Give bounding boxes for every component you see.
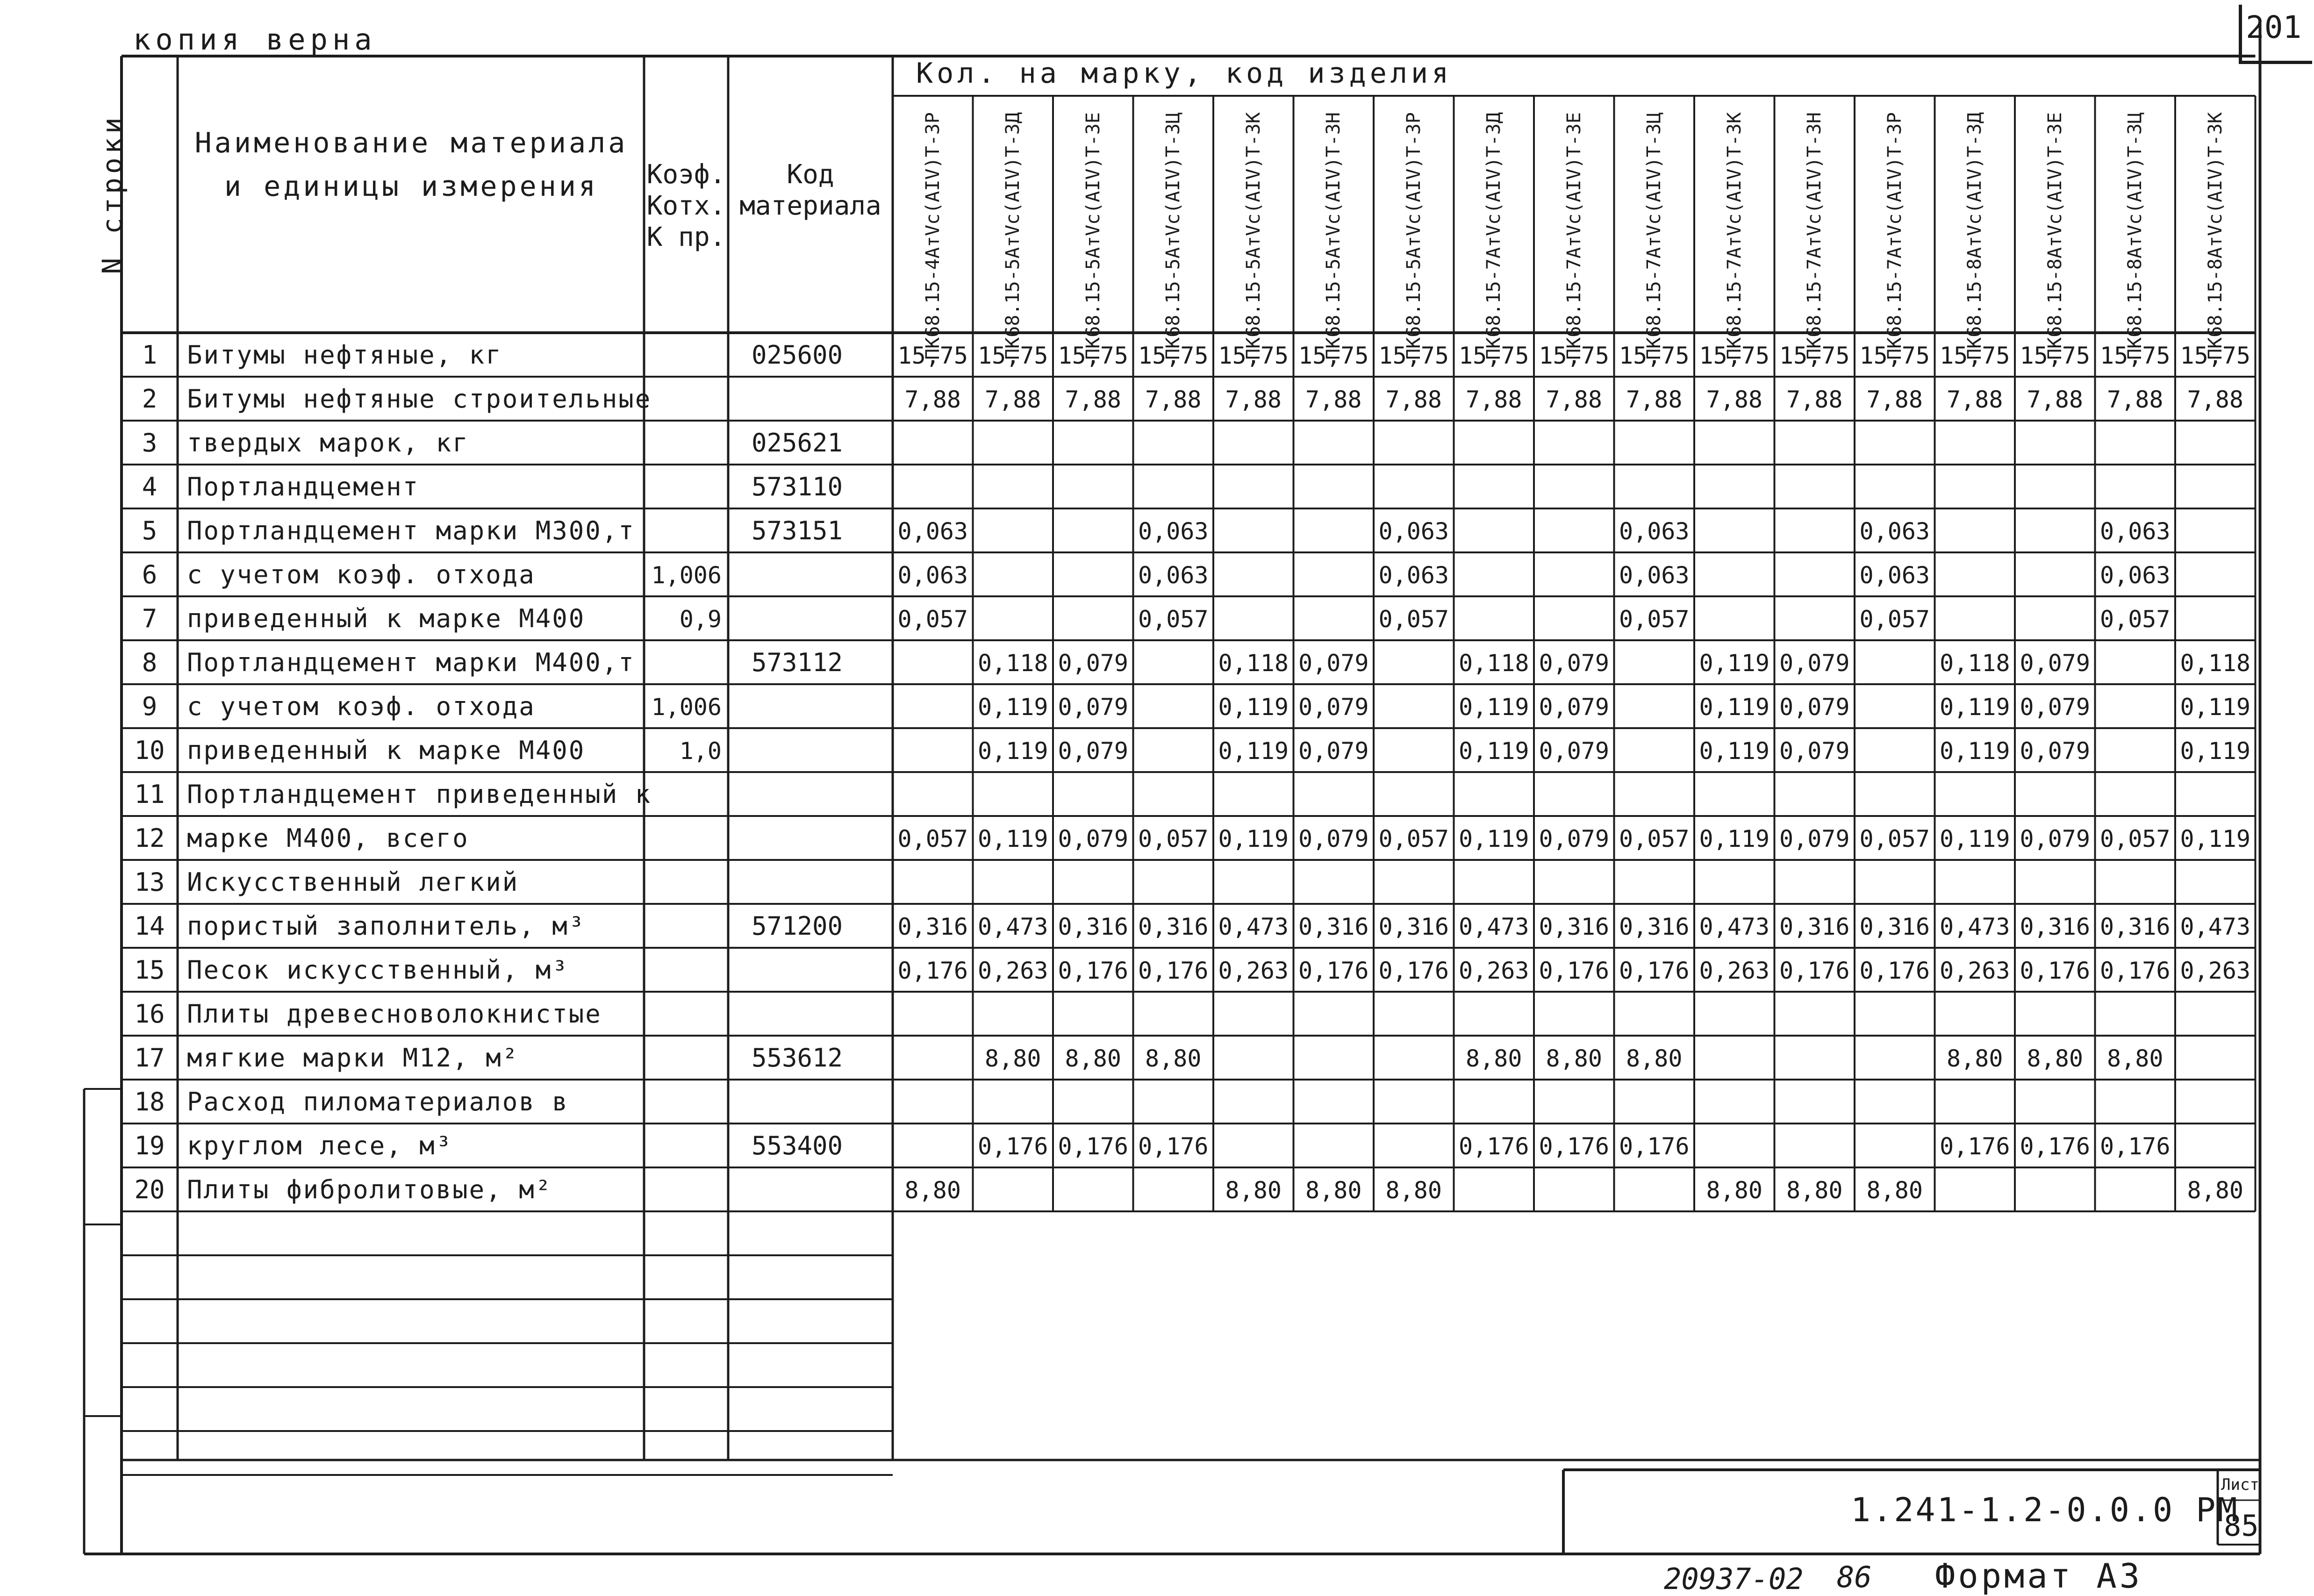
quantity-cell: 8,80 xyxy=(1225,1177,1282,1204)
row-number: 18 xyxy=(134,1087,165,1116)
product-column-header xyxy=(1534,96,1614,376)
quantity-cell: 0,057 xyxy=(1619,606,1690,633)
product-code-label: ПК68.15-7АтVс(АIV)Т-3Ц xyxy=(1643,112,1665,360)
header-row-number xyxy=(84,56,140,332)
row-number: 17 xyxy=(134,1043,165,1073)
material-name: Битумы нефтяные строительные xyxy=(187,384,652,414)
quantity-cell: 0,079 xyxy=(2020,694,2090,721)
quantity-cell: 0,118 xyxy=(1939,650,2010,677)
product-code-label: ПК68.15-8АтVс(АIV)Т-3Ц xyxy=(2124,112,2146,360)
quantity-cell: 0,119 xyxy=(977,694,1048,721)
quantity-cell: 7,88 xyxy=(1546,386,1602,413)
material-code: 573151 xyxy=(752,516,843,545)
quantity-cell: 0,176 xyxy=(1859,957,1930,984)
quantity-cell: 0,316 xyxy=(1298,913,1369,940)
product-column-header xyxy=(1855,96,1934,376)
product-column-header xyxy=(1614,96,1694,376)
quantity-cell: 0,063 xyxy=(1378,562,1449,589)
quantity-cell: 0,079 xyxy=(1539,825,1609,852)
quantity-cell: 0,119 xyxy=(1458,737,1529,765)
quantity-cell: 7,88 xyxy=(985,386,1041,413)
material-name: Портландцемент xyxy=(187,472,420,501)
quantity-cell: 7,88 xyxy=(1786,386,1843,413)
quantity-cell: 0,079 xyxy=(1058,650,1128,677)
row-number: 2 xyxy=(142,384,158,414)
quantity-cell: 15,75 xyxy=(2020,342,2090,369)
material-name: приведенный к марке М400 xyxy=(187,604,586,633)
quantity-cell: 0,119 xyxy=(1939,694,2010,721)
header-coefficient-line1: Коэф. xyxy=(646,159,726,190)
quantity-cell: 0,119 xyxy=(2180,737,2250,765)
coefficient-value: 1,006 xyxy=(651,562,722,589)
material-name: Искусственный легкий xyxy=(187,867,519,897)
quantity-cell: 0,063 xyxy=(1138,518,1209,545)
product-code-label: ПК68.15-5АтVс(АIV)Т-3Ц xyxy=(1162,112,1184,360)
sheet-label: Лист xyxy=(2221,1475,2259,1494)
product-column-header xyxy=(1213,96,1293,376)
quantity-cell: 0,316 xyxy=(1779,913,1850,940)
product-column-header xyxy=(1935,96,2015,376)
quantity-cell: 0,079 xyxy=(1058,694,1128,721)
material-name: приведенный к марке М400 xyxy=(187,736,586,765)
quantity-cell: 0,057 xyxy=(1138,825,1209,852)
footer-format: Формат А3 xyxy=(1935,1556,2143,1596)
quantity-cell: 15,75 xyxy=(1378,342,1449,369)
material-name: круглом лесе, м³ xyxy=(187,1131,453,1160)
quantity-cell: 7,88 xyxy=(1466,386,1522,413)
quantity-cell: 0,176 xyxy=(2099,1133,2171,1160)
quantity-cell: 0,063 xyxy=(1859,562,1930,589)
quantity-cell: 0,119 xyxy=(1939,825,2010,852)
row-number: 4 xyxy=(142,472,158,501)
product-code-label: ПК68.15-5АтVс(АIV)Т-3Р xyxy=(1403,112,1425,360)
quantity-cell: 0,079 xyxy=(1298,694,1369,721)
quantity-cell: 8,80 xyxy=(1546,1045,1602,1072)
row-number: 9 xyxy=(142,692,158,721)
quantity-cell: 15,75 xyxy=(1458,342,1529,369)
quantity-cell: 0,118 xyxy=(1458,650,1529,677)
header-material-name xyxy=(180,122,643,208)
quantity-cell: 0,079 xyxy=(1539,737,1609,765)
quantity-cell: 15,75 xyxy=(897,342,968,369)
footer-count: 86 xyxy=(1837,1560,1872,1594)
product-column-header xyxy=(973,96,1053,376)
quantity-cell: 7,88 xyxy=(1626,386,1683,413)
quantity-cell: 0,063 xyxy=(1619,562,1690,589)
quantity-cell: 0,079 xyxy=(1298,825,1369,852)
quantity-cell: 0,057 xyxy=(1378,606,1449,633)
row-number: 13 xyxy=(134,867,165,897)
quantity-cell: 0,057 xyxy=(1138,606,1209,633)
coefficient-value: 1,0 xyxy=(679,737,722,765)
quantity-cell: 0,473 xyxy=(2180,913,2250,940)
row-number: 20 xyxy=(134,1175,165,1204)
quantity-cell: 0,176 xyxy=(2020,957,2090,984)
quantity-cell: 0,118 xyxy=(1218,650,1289,677)
header-material-code-line2: материала xyxy=(739,191,881,222)
quantity-cell: 0,063 xyxy=(1138,562,1209,589)
quantity-cell: 0,119 xyxy=(2180,825,2250,852)
product-code-label: ПК68.15-7АтVс(АIV)Т-3Р xyxy=(1884,112,1906,360)
header-coefficient xyxy=(644,159,728,253)
sheet-number: 85 xyxy=(2224,1509,2259,1543)
product-code-label: ПК68.15-7АтVс(АIV)Т-3Д xyxy=(1483,112,1504,360)
quantity-cell: 0,057 xyxy=(897,825,968,852)
quantity-cell: 0,119 xyxy=(1458,825,1529,852)
quantity-cell: 7,88 xyxy=(1866,386,1923,413)
quantity-cell: 7,88 xyxy=(904,386,961,413)
quantity-cell: 0,119 xyxy=(1699,737,1770,765)
header-material-name-line2: и единицы измерения xyxy=(224,170,599,203)
quantity-cell: 0,316 xyxy=(1138,913,1209,940)
quantity-cell: 8,80 xyxy=(904,1177,961,1204)
header-coefficient-line3: К пр. xyxy=(646,222,726,253)
quantity-cell: 0,263 xyxy=(977,957,1048,984)
row-number: 3 xyxy=(142,428,158,458)
product-code-label: ПК68.15-5АтVс(АIV)Т-3Д xyxy=(1002,112,1024,360)
product-column-header xyxy=(1775,96,1855,376)
product-column-header xyxy=(1133,96,1213,376)
quantity-cell: 0,063 xyxy=(897,562,968,589)
quantity-cell: 15,75 xyxy=(1138,342,1209,369)
row-number: 6 xyxy=(142,560,158,589)
quantity-cell: 0,057 xyxy=(1859,825,1930,852)
drawing-code: 1.241-1.2-0.0.0 РМ xyxy=(1851,1491,2239,1529)
product-column-header xyxy=(2175,96,2255,376)
product-code-label: ПК68.15-5АтVс(АIV)Т-3К xyxy=(1242,112,1264,360)
material-code: 025621 xyxy=(752,428,843,458)
row-number: 1 xyxy=(142,340,158,370)
quantity-cell: 0,119 xyxy=(1458,694,1529,721)
quantity-cell: 15,75 xyxy=(1619,342,1690,369)
quantity-cell: 15,75 xyxy=(1218,342,1289,369)
quantity-cell: 0,057 xyxy=(1619,825,1690,852)
coefficient-value: 0,9 xyxy=(679,606,722,633)
row-number: 5 xyxy=(142,516,158,545)
quantity-cell: 0,057 xyxy=(897,606,968,633)
quantity-cell: 15,75 xyxy=(1859,342,1930,369)
product-code-label: ПК68.15-7АтVс(АIV)Т-3Н xyxy=(1804,112,1825,360)
quantity-cell: 0,263 xyxy=(1939,957,2010,984)
material-name: Портландцемент приведенный к xyxy=(187,780,652,809)
quantity-cell: 8,80 xyxy=(1145,1045,1202,1072)
quantity-cell: 0,176 xyxy=(1939,1133,2010,1160)
product-code-label: ПК68.15-5АтVс(АIV)Т-3Е xyxy=(1082,112,1104,360)
quantity-cell: 0,079 xyxy=(2020,650,2090,677)
quantity-cell: 0,079 xyxy=(1539,694,1609,721)
quantity-cell: 15,75 xyxy=(1298,342,1369,369)
row-number: 10 xyxy=(134,736,165,765)
product-column-header xyxy=(2015,96,2095,376)
quantity-cell: 0,119 xyxy=(977,737,1048,765)
header-material-code xyxy=(728,159,893,222)
quantity-cell: 0,176 xyxy=(1619,1133,1690,1160)
quantity-cell: 0,118 xyxy=(977,650,1048,677)
quantity-cell: 0,079 xyxy=(1779,694,1850,721)
quantity-cell: 7,88 xyxy=(1706,386,1762,413)
material-name: Портландцемент марки М300,т xyxy=(187,516,635,545)
certified-copy-note: копия верна xyxy=(133,22,377,57)
quantity-cell: 15,75 xyxy=(1539,342,1609,369)
quantity-cell: 7,88 xyxy=(2027,386,2083,413)
header-coefficient-line2: Котх. xyxy=(646,191,726,222)
quantity-cell: 7,88 xyxy=(1145,386,1202,413)
quantity-cell: 0,263 xyxy=(1218,957,1289,984)
product-column-header xyxy=(1294,96,1374,376)
quantity-cell: 15,75 xyxy=(2180,342,2250,369)
quantity-cell: 8,80 xyxy=(1065,1045,1121,1072)
quantity-cell: 0,057 xyxy=(2099,825,2171,852)
quantity-cell: 8,80 xyxy=(1385,1177,1442,1204)
row-number: 16 xyxy=(134,999,165,1029)
header-row-number-label: N строки xyxy=(96,114,128,274)
quantity-cell: 7,88 xyxy=(1225,386,1282,413)
quantity-cell: 8,80 xyxy=(1706,1177,1762,1204)
quantity-cell: 0,176 xyxy=(1058,957,1128,984)
header-material-name-line1: Наименование материала xyxy=(194,127,628,159)
material-code: 553400 xyxy=(752,1131,843,1160)
product-code-label: ПК68.15-7АтVс(АIV)Т-3Е xyxy=(1563,112,1585,360)
product-code-label: ПК68.15-5АтVс(АIV)Т-3Н xyxy=(1323,112,1344,360)
product-code-label: ПК68.15-8АтVс(АIV)Т-3К xyxy=(2204,112,2226,360)
quantity-cell: 0,316 xyxy=(1058,913,1128,940)
quantity-cell: 0,176 xyxy=(1378,957,1449,984)
quantity-cell: 0,119 xyxy=(1699,694,1770,721)
quantity-cell: 0,473 xyxy=(977,913,1048,940)
quantity-cell: 7,88 xyxy=(2107,386,2164,413)
quantity-cell: 8,80 xyxy=(1626,1045,1683,1072)
quantity-cell: 8,80 xyxy=(985,1045,1041,1072)
quantity-cell: 0,119 xyxy=(1218,694,1289,721)
quantity-cell: 0,063 xyxy=(1378,518,1449,545)
material-code: 025600 xyxy=(752,340,843,370)
quantity-cell: 0,057 xyxy=(1378,825,1449,852)
quantity-cell: 0,176 xyxy=(2099,957,2171,984)
product-column-header xyxy=(893,96,973,376)
quantity-cell: 8,80 xyxy=(1866,1177,1923,1204)
quantity-cell: 0,176 xyxy=(2020,1133,2090,1160)
quantity-cell: 0,176 xyxy=(1458,1133,1529,1160)
quantity-cell: 0,176 xyxy=(1058,1133,1128,1160)
quantity-cell: 0,176 xyxy=(1138,1133,1209,1160)
quantity-cell: 0,473 xyxy=(1218,913,1289,940)
row-number: 11 xyxy=(134,780,165,809)
quantity-cell: 8,80 xyxy=(1786,1177,1843,1204)
material-name: Битумы нефтяные, кг xyxy=(187,340,502,370)
quantity-cell: 0,176 xyxy=(1539,1133,1609,1160)
product-column-header xyxy=(1454,96,1534,376)
quantity-cell: 0,119 xyxy=(1939,737,2010,765)
header-quantity-group: Кол. на марку, код изделия xyxy=(916,57,1453,90)
material-name: Плиты фибролитовые, м² xyxy=(187,1175,552,1204)
product-column-header xyxy=(2095,96,2175,376)
material-code: 571200 xyxy=(752,911,843,941)
header-material-code-line1: Код xyxy=(787,159,834,190)
quantity-cell: 0,176 xyxy=(897,957,968,984)
quantity-cell: 0,316 xyxy=(1378,913,1449,940)
material-name: Плиты древесноволокнистые xyxy=(187,999,602,1029)
material-name: твердых марок, кг xyxy=(187,428,469,458)
quantity-cell: 0,079 xyxy=(2020,825,2090,852)
quantity-cell: 0,079 xyxy=(2020,737,2090,765)
quantity-cell: 7,88 xyxy=(1305,386,1362,413)
quantity-cell: 15,75 xyxy=(2099,342,2171,369)
quantity-cell: 0,063 xyxy=(897,518,968,545)
material-name: мягкие марки М12, м² xyxy=(187,1043,519,1073)
material-code: 573110 xyxy=(752,472,843,501)
quantity-cell: 0,176 xyxy=(1619,957,1690,984)
quantity-cell: 8,80 xyxy=(1466,1045,1522,1072)
quantity-cell: 0,263 xyxy=(2180,957,2250,984)
quantity-cell: 0,079 xyxy=(1779,650,1850,677)
quantity-cell: 0,176 xyxy=(1298,957,1369,984)
quantity-cell: 7,88 xyxy=(1065,386,1121,413)
material-name: с учетом коэф. отхода xyxy=(187,692,536,721)
quantity-cell: 0,057 xyxy=(2099,606,2171,633)
quantity-cell: 0,119 xyxy=(1218,825,1289,852)
quantity-cell: 7,88 xyxy=(1947,386,2003,413)
quantity-cell: 8,80 xyxy=(2107,1045,2164,1072)
product-code-label: ПК68.15-7АтVс(АIV)Т-3К xyxy=(1723,112,1745,360)
quantity-cell: 0,119 xyxy=(1218,737,1289,765)
quantity-cell: 0,316 xyxy=(1539,913,1609,940)
quantity-cell: 0,119 xyxy=(1699,650,1770,677)
quantity-cell: 0,176 xyxy=(977,1133,1048,1160)
quantity-cell: 0,057 xyxy=(1859,606,1930,633)
product-column-header xyxy=(1053,96,1133,376)
quantity-cell: 0,263 xyxy=(1699,957,1770,984)
footer-inventory-number: 20937-02 xyxy=(1664,1562,1804,1596)
material-name: Песок искусственный, м³ xyxy=(187,955,569,985)
quantity-cell: 0,079 xyxy=(1539,650,1609,677)
quantity-cell: 0,079 xyxy=(1298,650,1369,677)
quantity-cell: 0,316 xyxy=(2020,913,2090,940)
quantity-cell: 0,063 xyxy=(1619,518,1690,545)
quantity-cell: 8,80 xyxy=(2187,1177,2243,1204)
row-number: 12 xyxy=(134,823,165,853)
quantity-cell: 7,88 xyxy=(1385,386,1442,413)
row-number: 7 xyxy=(142,604,158,633)
coefficient-value: 1,006 xyxy=(651,694,722,721)
product-column-header xyxy=(1374,96,1454,376)
quantity-cell: 0,079 xyxy=(1298,737,1369,765)
quantity-cell: 0,316 xyxy=(1619,913,1690,940)
quantity-cell: 0,119 xyxy=(977,825,1048,852)
quantity-cell: 15,75 xyxy=(1699,342,1770,369)
product-code-label: ПК68.15-4АтVс(АIV)Т-3Р xyxy=(922,112,944,360)
quantity-cell: 8,80 xyxy=(2027,1045,2083,1072)
quantity-cell: 0,316 xyxy=(1859,913,1930,940)
product-code-label: ПК68.15-8АтVс(АIV)Т-3Е xyxy=(2044,112,2066,360)
quantity-cell: 0,079 xyxy=(1779,737,1850,765)
row-number: 14 xyxy=(134,911,165,941)
quantity-cell: 0,119 xyxy=(1699,825,1770,852)
quantity-cell: 15,75 xyxy=(1939,342,2010,369)
quantity-cell: 0,063 xyxy=(2099,562,2171,589)
quantity-cell: 0,316 xyxy=(897,913,968,940)
row-number: 19 xyxy=(134,1131,165,1160)
quantity-cell: 0,176 xyxy=(1779,957,1850,984)
quantity-cell: 0,079 xyxy=(1779,825,1850,852)
material-name: Расход пиломатериалов в xyxy=(187,1087,569,1116)
quantity-cell: 0,119 xyxy=(2180,694,2250,721)
quantity-cell: 8,80 xyxy=(1305,1177,1362,1204)
quantity-cell: 15,75 xyxy=(1058,342,1128,369)
product-code-label: ПК68.15-8АтVс(АIV)Т-3Д xyxy=(1964,112,1985,360)
product-column-header xyxy=(1694,96,1774,376)
quantity-cell: 8,80 xyxy=(1947,1045,2003,1072)
material-code: 573112 xyxy=(752,648,843,677)
quantity-cell: 0,316 xyxy=(2099,913,2171,940)
quantity-cell: 0,263 xyxy=(1458,957,1529,984)
sheet-corner-number: 201 xyxy=(2246,9,2302,45)
material-name: пористый заполнитель, м³ xyxy=(187,911,586,941)
quantity-cell: 0,176 xyxy=(1539,957,1609,984)
material-name: с учетом коэф. отхода xyxy=(187,560,536,589)
quantity-cell: 15,75 xyxy=(977,342,1048,369)
row-number: 8 xyxy=(142,648,158,677)
quantity-cell: 0,079 xyxy=(1058,825,1128,852)
quantity-cell: 7,88 xyxy=(2187,386,2243,413)
quantity-cell: 0,473 xyxy=(1939,913,2010,940)
quantity-cell: 0,079 xyxy=(1058,737,1128,765)
quantity-cell: 0,473 xyxy=(1458,913,1529,940)
row-number: 15 xyxy=(134,955,165,985)
material-name: марке М400, всего xyxy=(187,823,469,853)
quantity-cell: 15,75 xyxy=(1779,342,1850,369)
quantity-cell: 0,118 xyxy=(2180,650,2250,677)
quantity-cell: 0,063 xyxy=(1859,518,1930,545)
quantity-cell: 0,176 xyxy=(1138,957,1209,984)
material-name: Портландцемент марки М400,т xyxy=(187,648,635,677)
material-code: 553612 xyxy=(752,1043,843,1073)
quantity-cell: 0,473 xyxy=(1699,913,1770,940)
quantity-cell: 0,063 xyxy=(2099,518,2171,545)
